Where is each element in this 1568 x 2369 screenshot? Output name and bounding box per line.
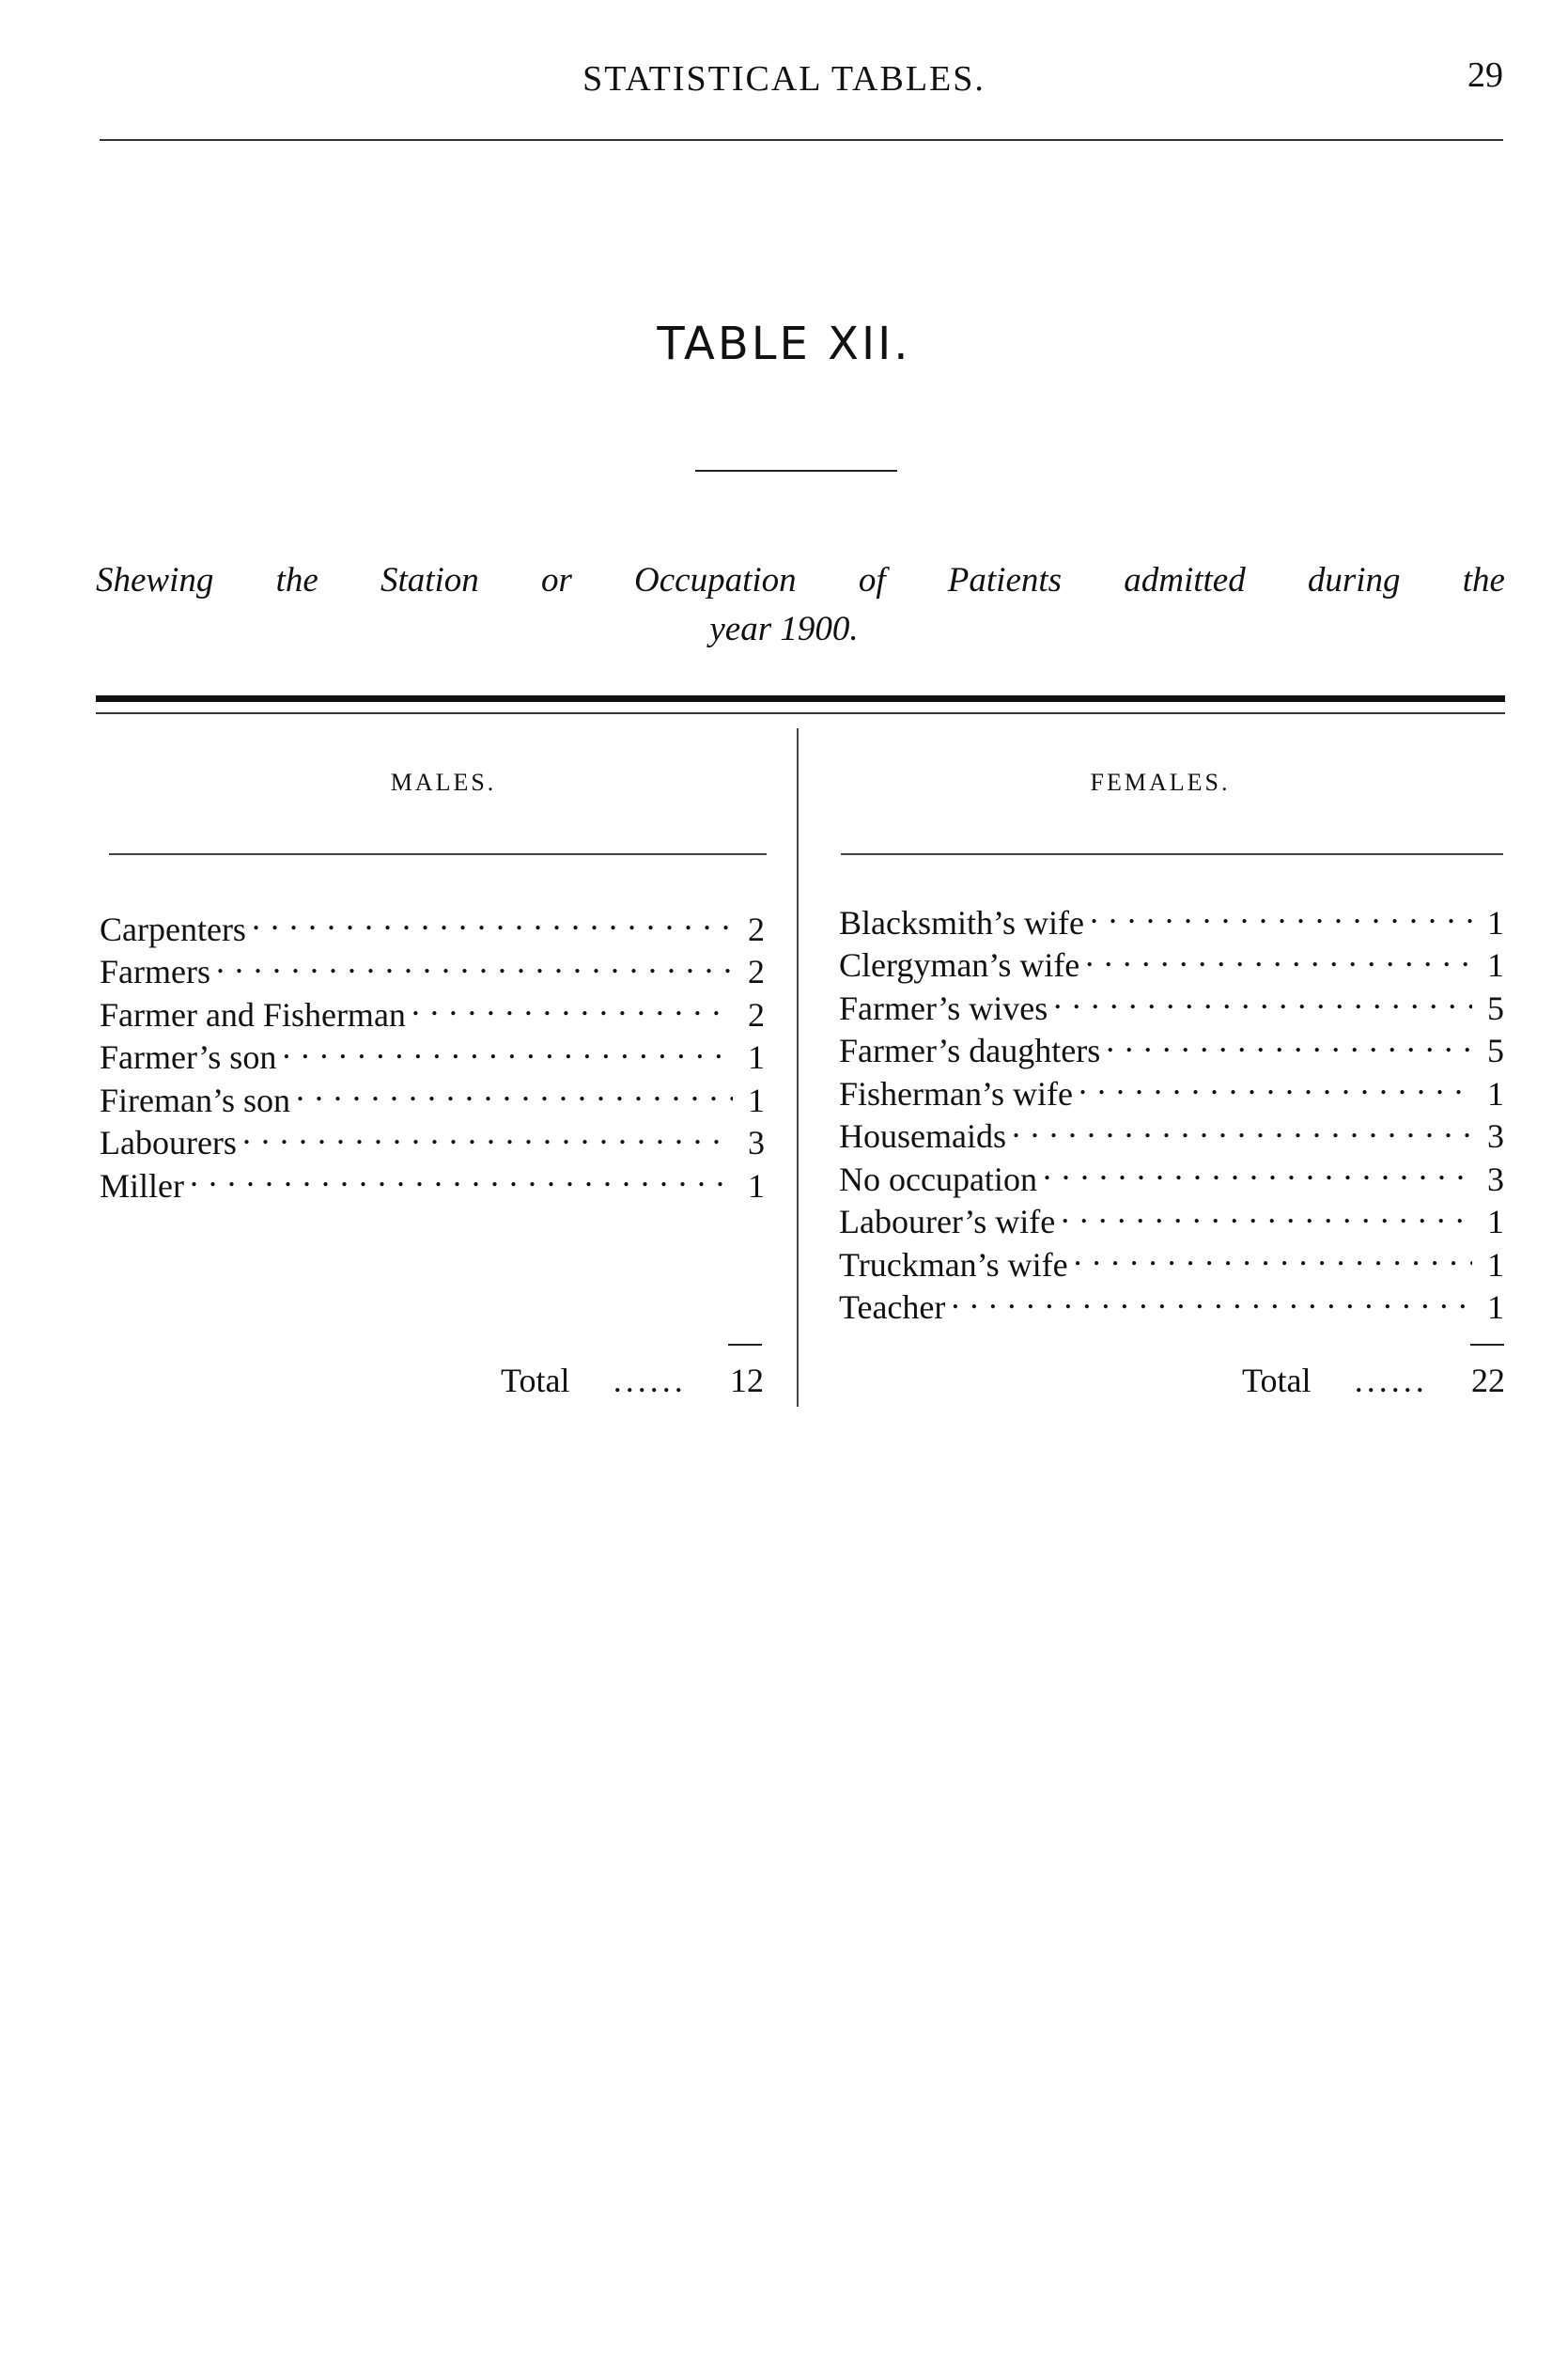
total-label: Total [501, 1362, 570, 1399]
dot-leader [282, 1026, 733, 1069]
dot-leader [1012, 1105, 1472, 1148]
count-value: 3 [1487, 1160, 1504, 1198]
count-value: 5 [1487, 1032, 1504, 1069]
total-dots: ...... [1354, 1362, 1428, 1399]
females-heading: FEMALES. [1090, 769, 1231, 796]
occupation-label: Labourers [100, 1124, 237, 1161]
females-list [839, 891, 1504, 1326]
caption-line-2: year 1900. [709, 610, 859, 648]
count-value: 1 [748, 1081, 765, 1119]
dot-leader [1074, 1233, 1472, 1276]
occupation-label: Farmers [100, 953, 210, 990]
occupation-label: Carpenters [100, 910, 246, 948]
total-label: Total [1242, 1362, 1312, 1399]
males-list [100, 897, 765, 1205]
count-value: 2 [748, 910, 765, 948]
running-head-title: STATISTICAL TABLES. [582, 59, 986, 99]
dot-leader [216, 941, 733, 984]
dot-leader [1106, 1020, 1472, 1063]
females-heading-rule [841, 853, 1503, 855]
count-value: 1 [1487, 1245, 1504, 1284]
occupation-label: Farmer’s daughters [839, 1032, 1101, 1069]
occupation-label: Labourer’s wife [839, 1203, 1056, 1240]
count-value: 1 [1487, 1074, 1504, 1113]
count-value: 2 [748, 953, 765, 990]
dot-leader [411, 983, 733, 1026]
occupation-label: Truckman’s wife [839, 1245, 1068, 1284]
count-value: 1 [1487, 946, 1504, 984]
occupation-label: Clergyman’s wife [839, 946, 1080, 984]
caption-word: Occupation [634, 561, 797, 600]
dot-leader [1090, 891, 1472, 934]
dot-leader [190, 1154, 733, 1197]
count-value: 1 [748, 1166, 765, 1205]
occupation-label: Farmer’s son [100, 1038, 277, 1076]
count-value: 1 [748, 1038, 765, 1076]
dot-leader [242, 1112, 733, 1155]
males-heading: MALES. [390, 769, 497, 796]
dot-leader [1043, 1147, 1472, 1191]
males-heading-rule [109, 853, 767, 855]
column-divider [797, 728, 799, 1407]
count-value: 3 [748, 1124, 765, 1161]
count-value: 3 [1487, 1117, 1504, 1155]
caption-word: during [1307, 561, 1401, 600]
occupation-label: No occupation [839, 1160, 1037, 1198]
males-total [501, 1361, 764, 1400]
caption-word: Patients [947, 561, 1063, 600]
header-rule [100, 139, 1503, 141]
dot-leader [1061, 1191, 1472, 1234]
females-total [1242, 1361, 1505, 1400]
caption-word: the [1462, 561, 1505, 600]
count-value: 1 [1487, 1203, 1504, 1240]
occupation-label: Farmer’s wives [839, 989, 1048, 1027]
list-item [100, 1154, 765, 1205]
table-title: TABLE XII. [657, 318, 911, 370]
caption-word: Shewing [96, 561, 214, 600]
dot-leader [1085, 934, 1472, 977]
table-top-thick-rule [96, 695, 1505, 702]
count-value: 5 [1487, 989, 1504, 1027]
occupation-label: Fireman’s son [100, 1081, 290, 1119]
total-value: 12 [730, 1362, 764, 1399]
occupation-label: Fisherman’s wife [839, 1074, 1073, 1113]
dot-leader [252, 897, 733, 941]
occupation-label: Miller [100, 1166, 184, 1205]
table-top-thin-rule [96, 712, 1505, 714]
occupation-label: Farmer and Fisherman [100, 995, 406, 1034]
males-total-rule [728, 1344, 762, 1346]
count-value: 2 [748, 995, 765, 1034]
total-dots: ...... [613, 1362, 687, 1399]
occupation-label: Blacksmith’s wife [839, 903, 1084, 942]
caption-word: or [540, 561, 572, 600]
caption-word: admitted [1124, 561, 1246, 600]
caption-word: the [275, 561, 318, 600]
list-item [100, 897, 765, 948]
occupation-label: Teacher [839, 1288, 946, 1326]
caption-line-1 [96, 560, 1505, 600]
total-value: 22 [1471, 1362, 1505, 1399]
caption-word: Station [380, 561, 479, 600]
dot-leader [296, 1068, 733, 1112]
dot-leader [1079, 1062, 1472, 1105]
list-item [839, 891, 1504, 942]
dot-leader [1053, 976, 1472, 1020]
dot-leader [951, 1276, 1472, 1319]
caption-word: of [858, 561, 886, 600]
count-value: 1 [1487, 903, 1504, 942]
females-total-rule [1470, 1344, 1504, 1346]
count-value: 1 [1487, 1288, 1504, 1326]
occupation-label: Housemaids [839, 1117, 1006, 1155]
title-rule [695, 470, 897, 472]
page-number: 29 [1467, 55, 1503, 95]
